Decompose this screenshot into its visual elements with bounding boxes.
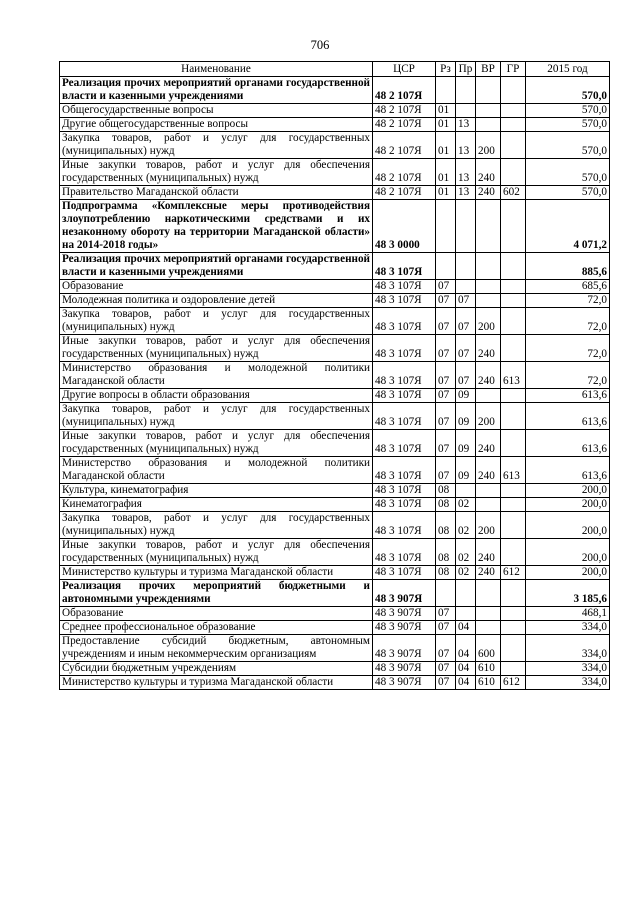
row-name: Кинематография	[60, 498, 373, 512]
row-amount: 4 071,2	[526, 200, 610, 253]
row-gr	[501, 607, 526, 621]
row-gr: 602	[501, 186, 526, 200]
row-name: Реализация прочих мероприятий бюджетными и автономными учреждениями	[60, 580, 373, 607]
table-row	[60, 566, 610, 580]
row-vr: 200	[476, 132, 501, 159]
row-pr: 13	[456, 186, 476, 200]
row-csr: 48 3 107Я	[373, 539, 436, 566]
row-rz: 07	[436, 308, 456, 335]
row-pr	[456, 104, 476, 118]
row-gr: 613	[501, 362, 526, 389]
row-gr	[501, 403, 526, 430]
table-row	[60, 104, 610, 118]
row-pr	[456, 580, 476, 607]
row-csr: 48 3 907Я	[373, 635, 436, 662]
row-amount: 72,0	[526, 362, 610, 389]
row-amount: 613,6	[526, 430, 610, 457]
header-row	[60, 62, 610, 77]
row-csr: 48 2 107Я	[373, 186, 436, 200]
row-csr: 48 3 107Я	[373, 457, 436, 484]
row-csr: 48 3 907Я	[373, 607, 436, 621]
row-csr: 48 2 107Я	[373, 132, 436, 159]
row-pr: 07	[456, 294, 476, 308]
row-name: Закупка товаров, работ и услуг для государственных (муниципальных) нужд	[60, 512, 373, 539]
row-rz	[436, 580, 456, 607]
row-vr: 240	[476, 159, 501, 186]
row-amount: 570,0	[526, 186, 610, 200]
row-rz: 08	[436, 512, 456, 539]
table-row	[60, 200, 610, 253]
row-amount: 570,0	[526, 118, 610, 132]
header-pr: Пр	[456, 62, 476, 77]
row-name: Общегосударственные вопросы	[60, 104, 373, 118]
table-row	[60, 132, 610, 159]
row-pr: 02	[456, 512, 476, 539]
row-csr: 48 3 107Я	[373, 389, 436, 403]
table-row	[60, 362, 610, 389]
row-gr	[501, 132, 526, 159]
row-rz: 08	[436, 498, 456, 512]
row-csr: 48 3 107Я	[373, 294, 436, 308]
row-rz: 07	[436, 335, 456, 362]
table-row	[60, 498, 610, 512]
row-rz	[436, 200, 456, 253]
row-vr	[476, 280, 501, 294]
row-gr	[501, 200, 526, 253]
row-vr: 610	[476, 662, 501, 676]
row-name: Министерство образования и молодежной политики Магаданской области	[60, 362, 373, 389]
row-rz: 01	[436, 132, 456, 159]
row-amount: 685,6	[526, 280, 610, 294]
row-name: Реализация прочих мероприятий органами государственной власти и казенными учреждениями	[60, 253, 373, 280]
row-gr: 612	[501, 566, 526, 580]
row-vr	[476, 294, 501, 308]
row-vr: 240	[476, 335, 501, 362]
table-row	[60, 77, 610, 104]
row-amount: 334,0	[526, 662, 610, 676]
row-pr: 02	[456, 566, 476, 580]
row-pr: 07	[456, 335, 476, 362]
row-name: Предоставление субсидий бюджетным, автономным учреждениям и иным некоммерческим организациям	[60, 635, 373, 662]
row-name: Культура, кинематография	[60, 484, 373, 498]
row-gr	[501, 389, 526, 403]
header-name: Наименование	[60, 62, 373, 77]
table-row	[60, 308, 610, 335]
row-amount: 3 185,6	[526, 580, 610, 607]
table-row	[60, 484, 610, 498]
row-pr: 04	[456, 635, 476, 662]
table-row	[60, 389, 610, 403]
row-rz: 07	[436, 280, 456, 294]
row-name: Образование	[60, 607, 373, 621]
row-rz: 07	[436, 403, 456, 430]
row-csr: 48 2 107Я	[373, 77, 436, 104]
row-pr	[456, 280, 476, 294]
row-csr: 48 3 107Я	[373, 253, 436, 280]
row-amount: 468,1	[526, 607, 610, 621]
table-row	[60, 512, 610, 539]
row-gr	[501, 294, 526, 308]
row-name: Иные закупки товаров, работ и услуг для обеспечения государственных (муниципальных) нужд	[60, 430, 373, 457]
row-rz: 07	[436, 362, 456, 389]
row-gr	[501, 498, 526, 512]
row-vr: 240	[476, 539, 501, 566]
row-name: Закупка товаров, работ и услуг для государственных (муниципальных) нужд	[60, 403, 373, 430]
row-vr	[476, 77, 501, 104]
row-csr: 48 3 907Я	[373, 662, 436, 676]
table-row	[60, 457, 610, 484]
row-name: Среднее профессиональное образование	[60, 621, 373, 635]
table-row	[60, 403, 610, 430]
row-rz: 07	[436, 676, 456, 690]
row-amount: 200,0	[526, 498, 610, 512]
row-rz: 07	[436, 621, 456, 635]
row-pr: 13	[456, 132, 476, 159]
row-gr	[501, 662, 526, 676]
row-gr	[501, 512, 526, 539]
row-name: Подпрограмма «Комплексные меры противодействия злоупотреблению наркотическими средствами и их незаконному обороту на территории Магаданской области» на 2014-2018 годы»	[60, 200, 373, 253]
budget-table	[59, 61, 610, 690]
row-vr	[476, 104, 501, 118]
row-csr: 48 3 0000	[373, 200, 436, 253]
row-gr	[501, 118, 526, 132]
row-vr: 240	[476, 430, 501, 457]
row-rz: 01	[436, 186, 456, 200]
row-amount: 200,0	[526, 539, 610, 566]
row-amount: 334,0	[526, 621, 610, 635]
row-pr: 09	[456, 430, 476, 457]
table-body	[60, 77, 610, 690]
table-row	[60, 676, 610, 690]
row-csr: 48 3 107Я	[373, 308, 436, 335]
row-amount: 570,0	[526, 104, 610, 118]
row-csr: 48 3 107Я	[373, 498, 436, 512]
row-gr	[501, 484, 526, 498]
row-gr: 613	[501, 457, 526, 484]
table-row	[60, 159, 610, 186]
row-name: Другие вопросы в области образования	[60, 389, 373, 403]
row-name: Молодежная политика и оздоровление детей	[60, 294, 373, 308]
row-vr	[476, 253, 501, 280]
row-gr	[501, 104, 526, 118]
row-gr	[501, 308, 526, 335]
row-csr: 48 3 907Я	[373, 621, 436, 635]
row-rz	[436, 253, 456, 280]
row-vr	[476, 118, 501, 132]
table-row	[60, 118, 610, 132]
row-gr	[501, 539, 526, 566]
row-vr	[476, 200, 501, 253]
row-vr: 240	[476, 362, 501, 389]
row-rz: 07	[436, 662, 456, 676]
row-name: Закупка товаров, работ и услуг для государственных (муниципальных) нужд	[60, 308, 373, 335]
row-amount: 570,0	[526, 77, 610, 104]
row-amount: 200,0	[526, 566, 610, 580]
row-name: Образование	[60, 280, 373, 294]
row-amount: 613,6	[526, 389, 610, 403]
table-row	[60, 621, 610, 635]
row-gr	[501, 621, 526, 635]
row-amount: 200,0	[526, 484, 610, 498]
table-row	[60, 294, 610, 308]
row-csr: 48 3 107Я	[373, 335, 436, 362]
row-name: Министерство культуры и туризма Магаданской области	[60, 566, 373, 580]
row-rz: 08	[436, 484, 456, 498]
row-pr: 02	[456, 498, 476, 512]
row-rz: 01	[436, 159, 456, 186]
row-gr	[501, 253, 526, 280]
table-row	[60, 539, 610, 566]
row-pr	[456, 77, 476, 104]
row-vr	[476, 484, 501, 498]
row-vr: 600	[476, 635, 501, 662]
row-vr: 240	[476, 566, 501, 580]
row-amount: 334,0	[526, 676, 610, 690]
row-csr: 48 3 107Я	[373, 430, 436, 457]
row-amount: 200,0	[526, 512, 610, 539]
row-amount: 613,6	[526, 457, 610, 484]
header-csr: ЦСР	[373, 62, 436, 77]
row-rz: 01	[436, 118, 456, 132]
row-name: Субсидии бюджетным учреждениям	[60, 662, 373, 676]
row-vr: 240	[476, 457, 501, 484]
table-row	[60, 580, 610, 607]
table-header	[60, 62, 610, 77]
row-csr: 48 3 107Я	[373, 566, 436, 580]
row-vr: 240	[476, 186, 501, 200]
row-gr	[501, 159, 526, 186]
header-rz: Рз	[436, 62, 456, 77]
row-name: Иные закупки товаров, работ и услуг для обеспечения государственных (муниципальных) нужд	[60, 335, 373, 362]
header-vr: ВР	[476, 62, 501, 77]
row-rz: 08	[436, 566, 456, 580]
table-row	[60, 607, 610, 621]
row-vr	[476, 389, 501, 403]
row-vr: 200	[476, 512, 501, 539]
header-gr: ГР	[501, 62, 526, 77]
row-rz: 07	[436, 457, 456, 484]
row-pr: 04	[456, 621, 476, 635]
row-pr: 02	[456, 539, 476, 566]
row-amount: 570,0	[526, 132, 610, 159]
row-csr: 48 2 107Я	[373, 118, 436, 132]
row-rz	[436, 77, 456, 104]
row-gr	[501, 635, 526, 662]
page-number: 706	[310, 38, 330, 52]
row-amount: 334,0	[526, 635, 610, 662]
row-vr	[476, 621, 501, 635]
row-csr: 48 3 107Я	[373, 280, 436, 294]
row-csr: 48 3 107Я	[373, 484, 436, 498]
row-gr	[501, 430, 526, 457]
row-gr: 612	[501, 676, 526, 690]
table-row	[60, 186, 610, 200]
row-amount: 72,0	[526, 308, 610, 335]
row-csr: 48 2 107Я	[373, 159, 436, 186]
row-rz: 07	[436, 430, 456, 457]
table-row	[60, 635, 610, 662]
row-pr	[456, 607, 476, 621]
row-csr: 48 3 107Я	[373, 362, 436, 389]
row-pr: 09	[456, 403, 476, 430]
row-gr	[501, 335, 526, 362]
table-row	[60, 253, 610, 280]
row-name: Иные закупки товаров, работ и услуг для обеспечения государственных (муниципальных) нужд	[60, 539, 373, 566]
row-name: Другие общегосударственные вопросы	[60, 118, 373, 132]
row-vr: 610	[476, 676, 501, 690]
row-amount: 570,0	[526, 159, 610, 186]
row-pr	[456, 200, 476, 253]
row-amount: 885,6	[526, 253, 610, 280]
row-vr	[476, 498, 501, 512]
row-pr: 13	[456, 159, 476, 186]
row-rz: 07	[436, 607, 456, 621]
row-name: Правительство Магаданской области	[60, 186, 373, 200]
table-row	[60, 335, 610, 362]
row-rz: 07	[436, 389, 456, 403]
row-csr: 48 3 107Я	[373, 512, 436, 539]
row-pr: 09	[456, 389, 476, 403]
row-name: Министерство культуры и туризма Магаданской области	[60, 676, 373, 690]
row-rz: 01	[436, 104, 456, 118]
row-pr: 09	[456, 457, 476, 484]
row-csr: 48 3 907Я	[373, 580, 436, 607]
row-csr: 48 3 107Я	[373, 403, 436, 430]
row-name: Реализация прочих мероприятий органами государственной власти и казенными учреждениями	[60, 77, 373, 104]
row-gr	[501, 77, 526, 104]
table-row	[60, 280, 610, 294]
row-pr: 07	[456, 308, 476, 335]
table-row	[60, 662, 610, 676]
row-vr: 200	[476, 403, 501, 430]
row-name: Министерство образования и молодежной политики Магаданской области	[60, 457, 373, 484]
table-row	[60, 430, 610, 457]
row-amount: 72,0	[526, 335, 610, 362]
row-rz: 08	[436, 539, 456, 566]
row-name: Закупка товаров, работ и услуг для государственных (муниципальных) нужд	[60, 132, 373, 159]
row-pr	[456, 253, 476, 280]
row-rz: 07	[436, 635, 456, 662]
row-amount: 613,6	[526, 403, 610, 430]
row-csr: 48 2 107Я	[373, 104, 436, 118]
row-vr	[476, 607, 501, 621]
row-pr: 07	[456, 362, 476, 389]
row-rz: 07	[436, 294, 456, 308]
row-amount: 72,0	[526, 294, 610, 308]
row-gr	[501, 580, 526, 607]
row-gr	[501, 280, 526, 294]
row-pr: 04	[456, 662, 476, 676]
row-pr	[456, 484, 476, 498]
row-pr: 04	[456, 676, 476, 690]
row-vr: 200	[476, 308, 501, 335]
row-pr: 13	[456, 118, 476, 132]
row-vr	[476, 580, 501, 607]
row-name: Иные закупки товаров, работ и услуг для обеспечения государственных (муниципальных) нужд	[60, 159, 373, 186]
header-year: 2015 год	[526, 62, 610, 77]
row-csr: 48 3 907Я	[373, 676, 436, 690]
